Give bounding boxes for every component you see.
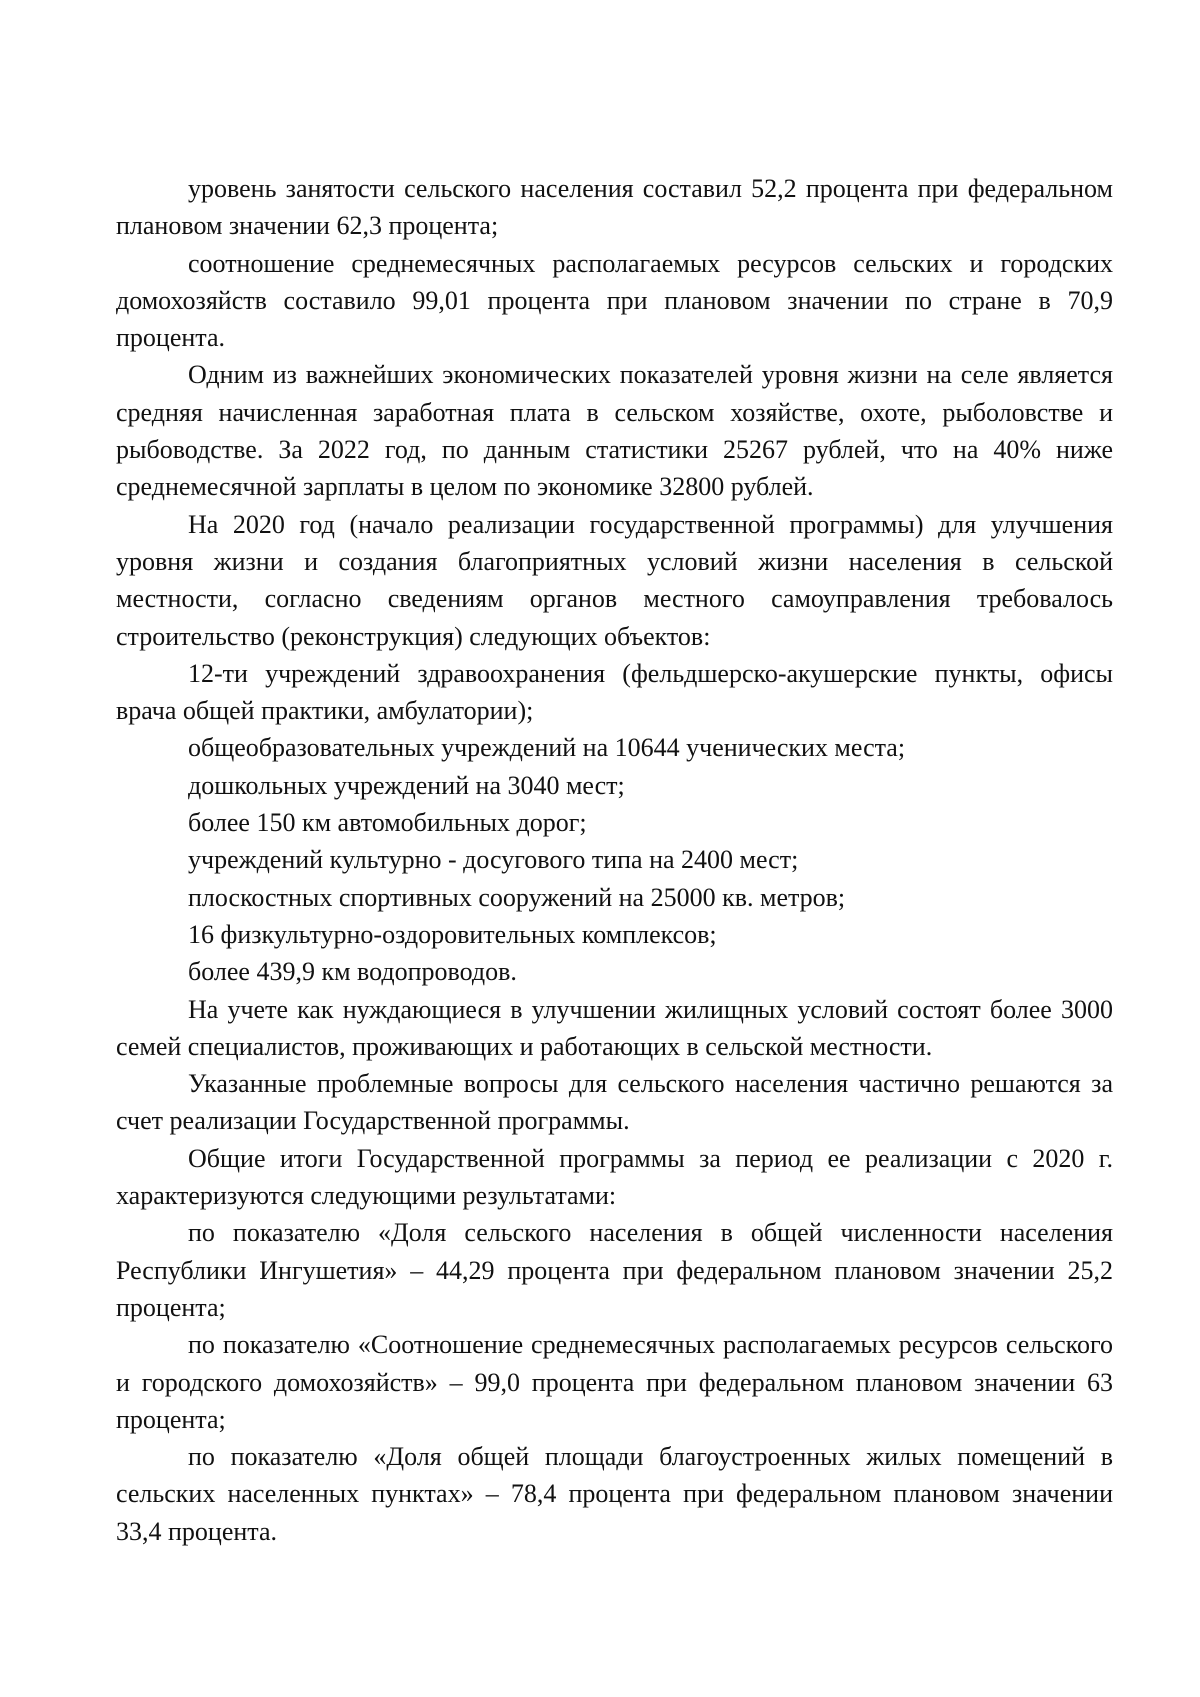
paragraph-program-solutions: Указанные проблемные вопросы для сельского населения частично решаются за счет реализации Государственной программы. (116, 1069, 1113, 1136)
indicator-housing-amenities-share: по показателю «Доля общей площади благоустроенных жилых помещений в сельских населенных пунктах» – 78,4 процента при федеральном плановом значении 33,4 процента. (116, 1442, 1113, 1546)
list-item-cultural-facilities: учреждений культурно - досугового типа на 2400 мест; (188, 845, 799, 875)
paragraph-program-results: Общие итоги Государственной программы за период ее реализации с 2020 г. характеризуются следующими результатами: (116, 1143, 1113, 1211)
paragraph-average-salary: Одним из важнейших экономических показателей уровня жизни на селе является средняя начисленная заработная плата в сельском хозяйстве, охоте, рыболовстве и рыбоводстве. За 2022 год, по данным статистики 25267 рублей, что на 40% ниже среднемесячной зарплаты в целом по экономике 32800 рублей. (116, 360, 1113, 502)
list-item-water-pipelines: более 439,9 км водопроводов. (188, 957, 517, 987)
paragraph-construction-needs: На 2020 год (начало реализации государственной программы) для улучшения уровня жизни и создания благоприятных условий жизни населения в сельской местности, согласно сведениям органов местного самоуправления требовалось строительство (реконструкция) следующих объектов: (116, 509, 1113, 651)
paragraph-household-resources: соотношение среднемесячных располагаемых ресурсов сельских и городских домохозяйств составило 99,01 процента при плановом значении по стране в 70,9 процента. (116, 248, 1113, 353)
document-body (116, 170, 1113, 1550)
list-item-fitness-complexes: 16 физкультурно-оздоровительных комплексов; (188, 919, 717, 949)
list-item-roads: более 150 км автомобильных дорог; (188, 808, 587, 838)
list-item-preschools: дошкольных учреждений на 3040 мест; (188, 770, 625, 800)
list-item-health-facilities: 12-ти учреждений здравоохранения (фельдшерско-акушерские пункты, офисы врача общей практики, амбулатории); (116, 658, 1113, 726)
indicator-rural-population-share: по показателю «Доля сельского населения в общей численности населения Республики Ингушетия» – 44,29 процента при федеральном плановом значении 25,2 процента; (116, 1218, 1113, 1322)
indicator-household-resources-ratio: по показателю «Соотношение среднемесячных располагаемых ресурсов сельского и городского домохозяйств» – 99,0 процента при федеральном плановом значении 63 процента; (116, 1330, 1113, 1434)
list-item-schools: общеобразовательных учреждений на 10644 ученических места; (188, 733, 906, 763)
list-item-sports-grounds: плоскостных спортивных сооружений на 25000 кв. метров; (188, 882, 846, 912)
paragraph-housing-queue: На учете как нуждающиеся в улучшении жилищных условий состоят более 3000 семей специалистов, проживающих и работающих в сельской местности. (116, 994, 1113, 1061)
paragraph-rural-employment: уровень занятости сельского населения составил 52,2 процента при федеральном плановом значении 62,3 процента; (116, 174, 1113, 241)
